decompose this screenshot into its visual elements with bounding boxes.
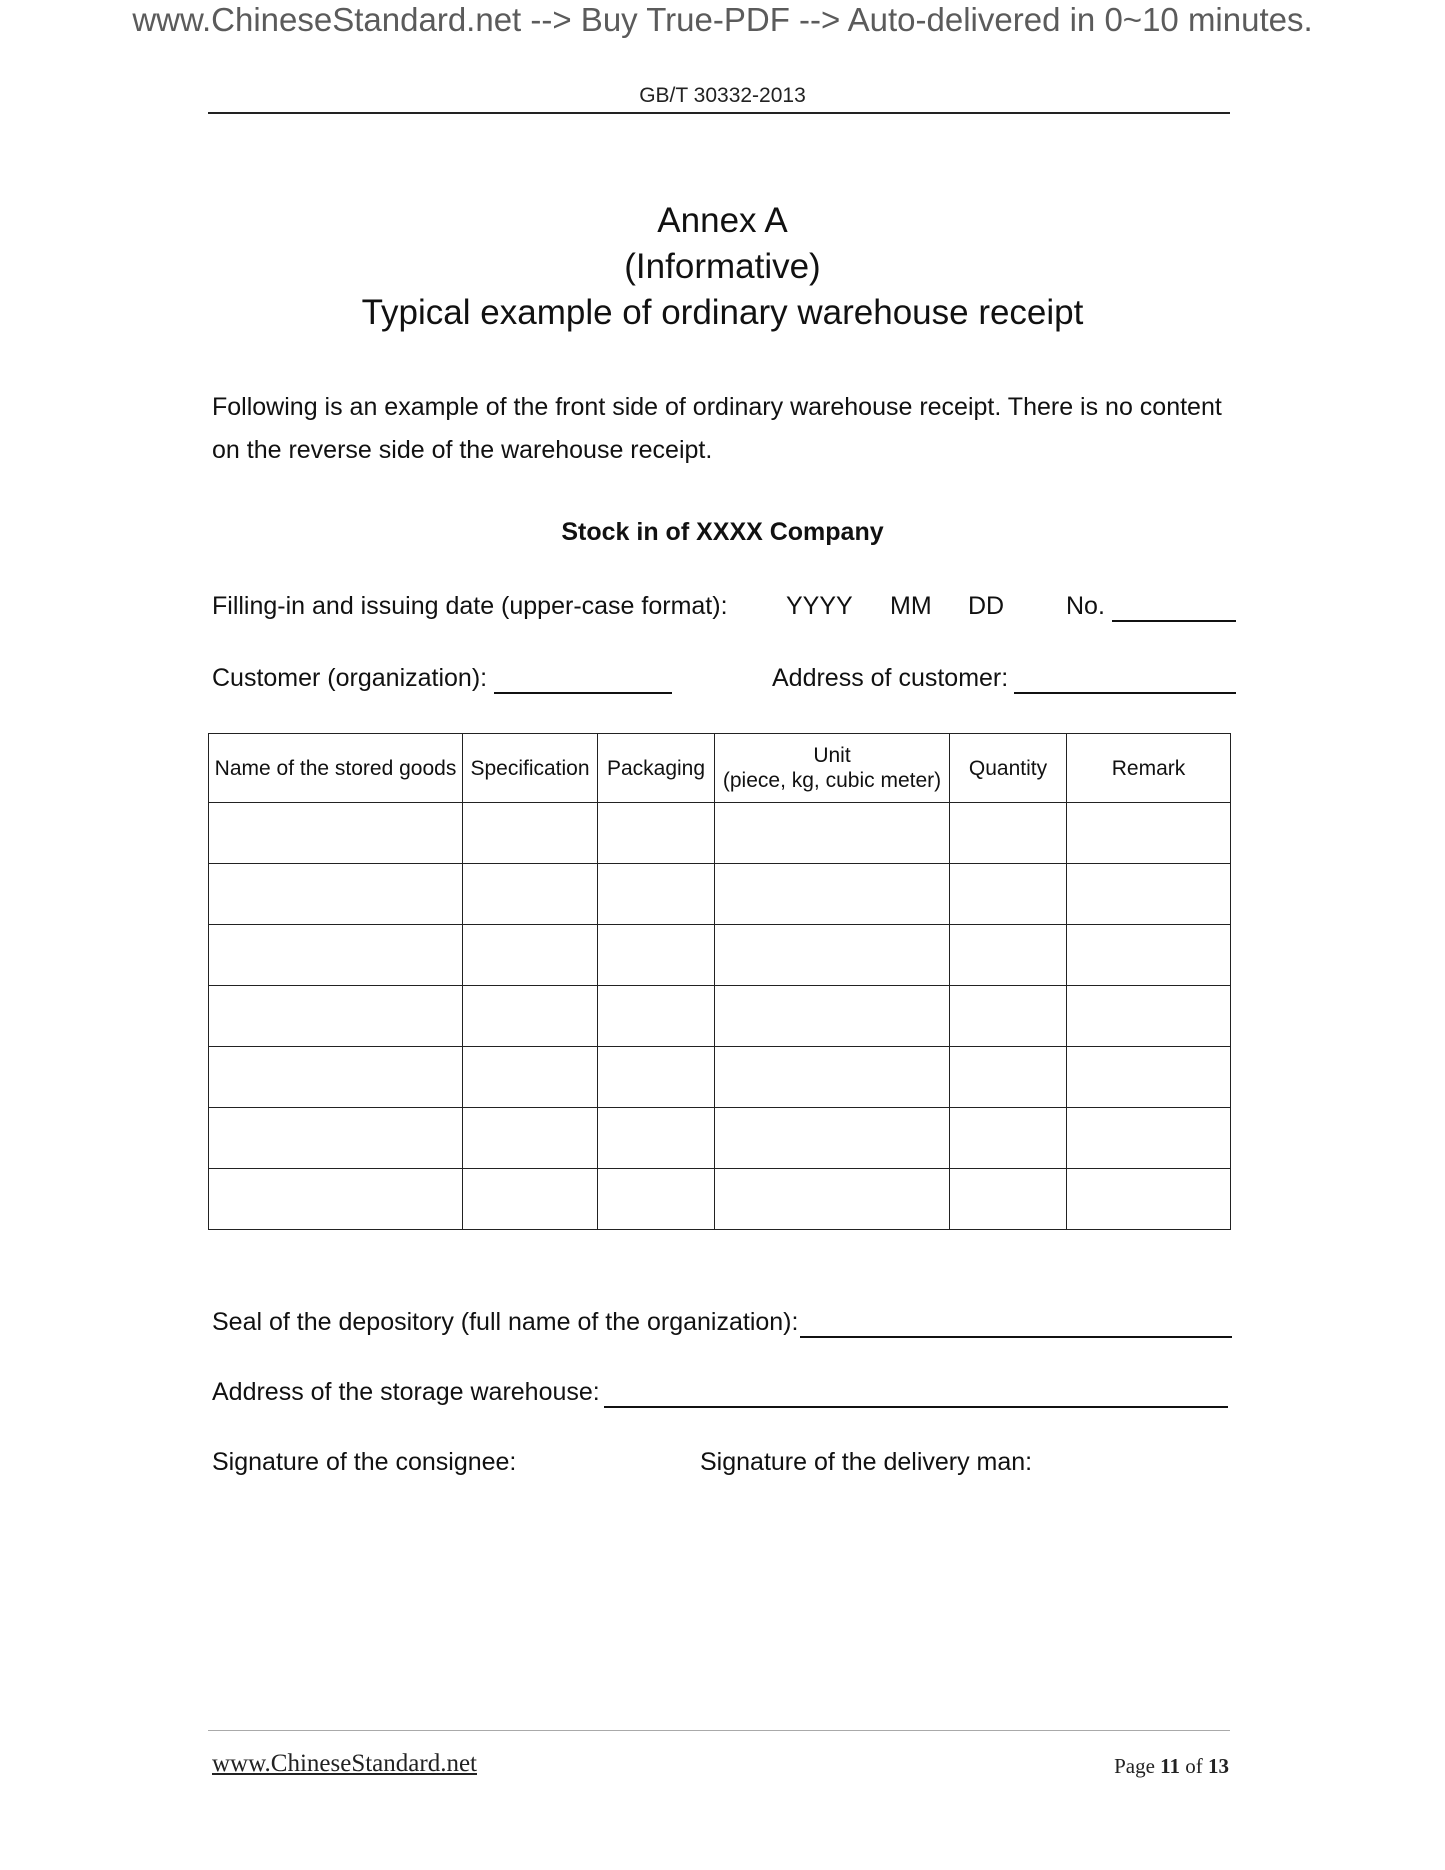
table-row <box>209 1047 1231 1108</box>
table-cell[interactable] <box>715 986 950 1047</box>
header-rule <box>208 112 1230 114</box>
table-cell[interactable] <box>463 925 598 986</box>
table-cell[interactable] <box>715 864 950 925</box>
table-cell[interactable] <box>209 986 463 1047</box>
customer-address-label: Address of customer: <box>772 664 1009 692</box>
table-cell[interactable] <box>715 925 950 986</box>
table-cell[interactable] <box>598 803 715 864</box>
table-cell[interactable] <box>1067 864 1231 925</box>
annex-title-line2: (Informative) <box>624 247 821 286</box>
table-cell[interactable] <box>950 1169 1067 1230</box>
intro-paragraph: Following is an example of the front side of ordinary warehouse receipt. There is no content on the reverse side of the warehouse receipt. <box>212 393 1222 464</box>
col-header-goods-name: Name of the stored goods <box>209 734 463 803</box>
table-cell[interactable] <box>209 803 463 864</box>
table-cell[interactable] <box>598 1108 715 1169</box>
table-cell[interactable] <box>1067 1047 1231 1108</box>
col-header-specification: Specification <box>463 734 598 803</box>
annex-title-line1: Annex A <box>657 201 788 240</box>
table-cell[interactable] <box>209 925 463 986</box>
annex-title <box>0 198 1445 336</box>
date-label: Filling-in and issuing date (upper-case format): <box>212 592 728 620</box>
table-cell[interactable] <box>1067 925 1231 986</box>
date-day: DD <box>968 592 1005 620</box>
table-cell[interactable] <box>209 1108 463 1169</box>
unit-header-line2: (piece, kg, cubic meter) <box>722 769 942 792</box>
table-row <box>209 803 1231 864</box>
customer-blank[interactable] <box>494 692 672 694</box>
page-number <box>1114 1754 1229 1779</box>
table-cell[interactable] <box>950 864 1067 925</box>
table-cell[interactable] <box>715 803 950 864</box>
table-cell[interactable] <box>950 803 1067 864</box>
table-cell[interactable] <box>598 1169 715 1230</box>
table-row <box>209 925 1231 986</box>
col-header-remark: Remark <box>1067 734 1231 803</box>
table-cell[interactable] <box>598 1047 715 1108</box>
table-cell[interactable] <box>463 1047 598 1108</box>
table-cell[interactable] <box>463 1108 598 1169</box>
table-cell[interactable] <box>209 864 463 925</box>
footer-rule <box>208 1730 1230 1731</box>
warehouse-address-label: Address of the storage warehouse: <box>212 1378 600 1406</box>
table-cell[interactable] <box>598 864 715 925</box>
table-cell[interactable] <box>463 1169 598 1230</box>
table-row <box>209 1108 1231 1169</box>
table-cell[interactable] <box>950 986 1067 1047</box>
table-row <box>209 864 1231 925</box>
table-cell[interactable] <box>715 1169 950 1230</box>
page-of: of <box>1185 1754 1203 1778</box>
col-header-packaging: Packaging <box>598 734 715 803</box>
warehouse-address-blank[interactable] <box>604 1406 1228 1408</box>
table-cell[interactable] <box>463 986 598 1047</box>
customer-address-blank[interactable] <box>1014 692 1236 694</box>
consignee-signature-label: Signature of the consignee: <box>212 1448 517 1476</box>
table-cell[interactable] <box>1067 803 1231 864</box>
page-word: Page <box>1114 1754 1155 1778</box>
date-year: YYYY <box>786 592 853 620</box>
table-cell[interactable] <box>598 925 715 986</box>
unit-header-line1: Unit <box>813 744 851 767</box>
table-cell[interactable] <box>209 1047 463 1108</box>
delivery-signature-label: Signature of the delivery man: <box>700 1448 1033 1476</box>
table-cell[interactable] <box>715 1047 950 1108</box>
footer-link[interactable]: www.ChineseStandard.net <box>212 1750 477 1777</box>
page-total: 13 <box>1208 1754 1229 1778</box>
table-cell[interactable] <box>1067 1108 1231 1169</box>
customer-label: Customer (organization): <box>212 664 488 692</box>
table-cell[interactable] <box>1067 986 1231 1047</box>
table-cell[interactable] <box>1067 1169 1231 1230</box>
col-header-quantity: Quantity <box>950 734 1067 803</box>
table-cell[interactable] <box>463 803 598 864</box>
page-current: 11 <box>1160 1754 1180 1778</box>
top-banner[interactable]: www.ChineseStandard.net --> Buy True-PDF --> Auto-delivered in 0~10 minutes. <box>132 1 1313 38</box>
table-cell[interactable] <box>209 1169 463 1230</box>
date-month: MM <box>890 592 932 620</box>
col-header-unit <box>715 734 950 803</box>
annex-title-line3: Typical example of ordinary warehouse receipt <box>361 293 1084 332</box>
table-cell[interactable] <box>715 1108 950 1169</box>
seal-blank[interactable] <box>800 1336 1232 1338</box>
standard-code: GB/T 30332-2013 <box>639 84 806 107</box>
table-cell[interactable] <box>463 864 598 925</box>
form-title: Stock in of XXXX Company <box>561 518 884 546</box>
table-cell[interactable] <box>950 925 1067 986</box>
table-row <box>209 1169 1231 1230</box>
number-label: No. <box>1066 592 1105 620</box>
goods-table <box>208 733 1231 1230</box>
table-cell[interactable] <box>598 986 715 1047</box>
table-cell[interactable] <box>950 1047 1067 1108</box>
table-row <box>209 986 1231 1047</box>
number-blank[interactable] <box>1112 620 1236 622</box>
seal-label: Seal of the depository (full name of the organization): <box>212 1308 799 1336</box>
table-header-row <box>209 734 1231 803</box>
table-cell[interactable] <box>950 1108 1067 1169</box>
